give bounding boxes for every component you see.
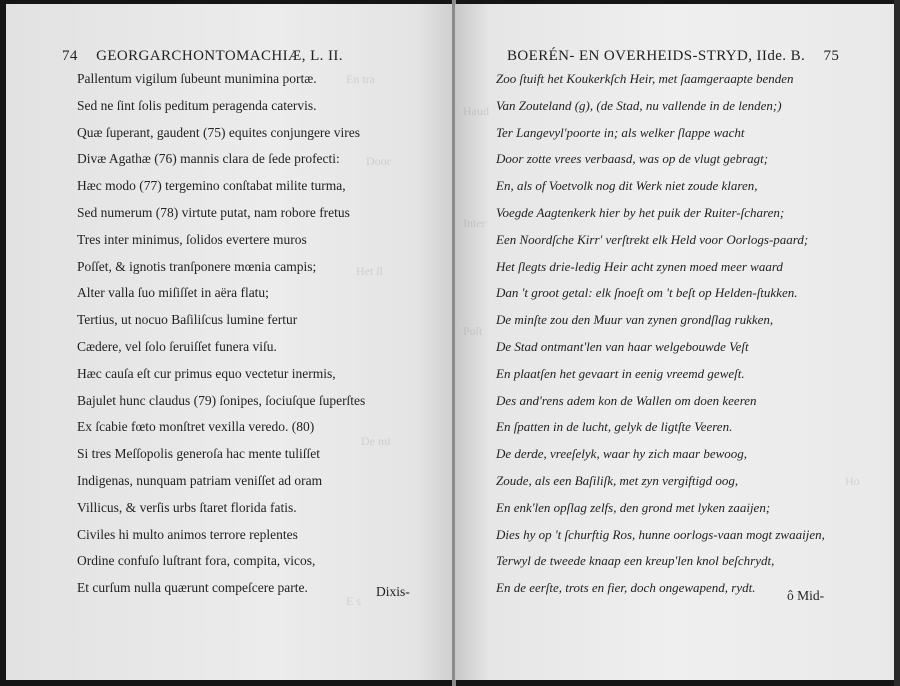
verse-line: En de eerſte, trots en fier, doch ongewapend, rydt. (496, 580, 756, 596)
verse-line: En, als of Voetvolk nog dit Werk niet zoude klaren, (496, 178, 758, 194)
right-page-number: 75 (823, 48, 840, 64)
verse-line: Quæ ſuperant, gaudent (75) equites conjungere vires (77, 124, 361, 140)
verse-line: De Stad ontmant'len van haar welgebouwde Veſt (496, 338, 749, 354)
verse-line: Door zotte vrees verbaasd, was op de vlugt gebragt; (496, 151, 769, 167)
show-through: Door (366, 154, 391, 168)
verse-line: Divæ Agathæ (76) mannis clara de ſede profecti: (77, 151, 340, 167)
verse-line: Het ſlegts drie-ledig Heir acht zynen moed meer waard (496, 258, 783, 274)
verse-line: Ordine confuſo luſtrant fora, compita, vicos, (77, 553, 316, 569)
verse-line: Terwyl de tweede knaap een kreup'len knol beſchrydt, (496, 553, 775, 569)
right-verse-lines (496, 66, 881, 602)
verse-line: Civiles hi multo animos terrore replentes (77, 526, 298, 542)
left-running-head: GEORGARCHONTOMACHIÆ, L. II. (96, 48, 343, 64)
verse-line: Hæc modo (77) tergemino conſtabat milite turma, (77, 178, 346, 194)
right-page (455, 4, 894, 680)
verse-line: De minſte zou den Muur van zynen grondſlag rukken, (496, 312, 774, 328)
verse-line: Poſſet, & ignotis tranſponere mœnia campis; (77, 258, 317, 274)
verse-line: En ſpatten in de lucht, gelyk de ligtſte Veeren. (496, 419, 733, 435)
verse-line: Alter valla ſuo miſiſſet in aëra flatu; (77, 285, 269, 301)
verse-line: Zoude, als een Baſiliſk, met zyn vergiftigd oog, (496, 472, 739, 488)
verse-line: Villicus, & verſis urbs ſtaret florida fatis. (77, 499, 297, 515)
left-page (6, 4, 453, 680)
show-through: Haud (463, 104, 489, 118)
verse-line: Ter Langevyl'poorte in; als welker ſlappe wacht (496, 124, 745, 140)
verse-line: Dies hy op 't ſchurftig Ros, hunne oorlogs-vaan mogt zwaaijen, (496, 526, 825, 542)
verse-line: Ex ſcabie fœto monſtret vexilla veredo. (80) (77, 419, 315, 435)
verse-line: De derde, vreeſelyk, waar hy zich maar bewoog, (496, 446, 748, 462)
verse-line: Des and'rens adem kon de Wallen om doen keeren (496, 392, 757, 408)
left-page-number: 74 (62, 48, 78, 64)
show-through: Inter (463, 216, 486, 230)
show-through: Het ſl (356, 264, 383, 278)
show-through: Poſt (463, 324, 483, 338)
verse-line: Van Zouteland (g), (de Stad, nu vallende in de lenden;) (496, 97, 782, 113)
verse-line: En enk'len opſlag zelfs, den grond met lyken zaaijen; (496, 499, 771, 515)
right-catchword: ô Mid- (787, 588, 825, 603)
verse-line: Bajulet hunc claudus (79) ſonipes, ſociuſque ſuperſtes (77, 392, 366, 408)
verse-line: Indigenas, nunquam patriam veniſſet ad oram (77, 472, 323, 488)
verse-line: En plaatſen het gevaart in eenig vreemd geweſt. (496, 365, 745, 381)
verse-line: Zoo ſtuift het Koukerkſch Heir, met ſaamgeraapte benden (496, 71, 794, 86)
right-running-head: BOERÉN- EN OVERHEIDS-STRYD, IIde. B. (507, 48, 806, 64)
show-through: De mi (361, 434, 391, 448)
show-through: Ho (845, 474, 860, 488)
verse-line: Hæc cauſa eſt cur primus equo vectetur inermis, (77, 365, 336, 381)
verse-line: Si tres Meſſopolis generoſa hac mente tuliſſet (77, 446, 320, 462)
page-edge (894, 0, 900, 686)
right-running-header (507, 48, 839, 65)
verse-line: Een Noordſche Kirr' verſtrekt elk Held voor Oorlogs-paard; (496, 231, 809, 247)
verse-line: Tres inter minimus, ſolidos evertere muros (77, 231, 307, 247)
verse-line: Tertius, ut nocuo Baſiliſcus lumine fertur (77, 312, 298, 328)
show-through: En tra (346, 72, 375, 86)
verse-line: Sed ne ſint ſolis peditum peragenda catervis. (77, 97, 317, 113)
verse-line: Dan 't groot getal: elk ſnoeſt om 't beſt op Helden-ſtukken. (496, 285, 798, 301)
verse-line: Sed numerum (78) virtute putat, nam robore fretus (77, 204, 350, 220)
verse-line: Cædere, vel ſolo ſeruiſſet funera viſu. (77, 338, 277, 354)
verse-line: Pallentum vigilum ſubeunt munimina portæ. (77, 71, 317, 86)
show-through: E s (346, 594, 361, 608)
verse-line: Et curſum nulla quærunt compeſcere parte. (77, 580, 308, 596)
left-catchword: Dixis- (376, 584, 410, 599)
left-verse-lines (77, 66, 447, 602)
left-running-header (62, 48, 343, 65)
verse-line: Voegde Aagtenkerk hier by het puik der Ruiter-ſcharen; (496, 204, 785, 220)
